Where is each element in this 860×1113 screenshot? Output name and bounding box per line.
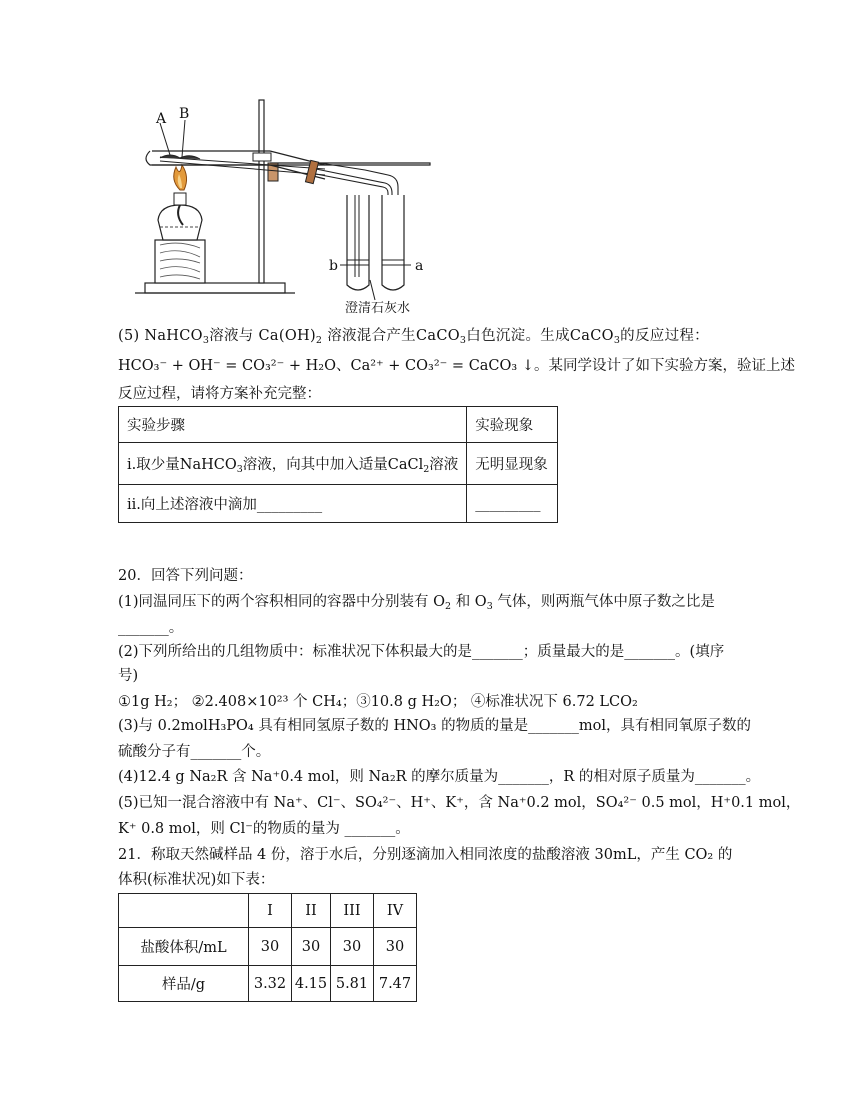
q20-p2: (2)下列所给出的几组物质中：标准状况下体积最大的是_______；质量最大的是_______。(填序 [118, 644, 725, 660]
table2-r1-c0: 盐酸体积/mL [119, 928, 249, 966]
q20-p1: (1)同温同压下的两个容积相同的容器中分别装有 $O_2$ 和 $O_3$ 气体，则两瓶气体中原子数之比是 [118, 594, 715, 612]
q20-p2-cont: 号) [118, 668, 139, 684]
figure-caption: 澄清石灰水 [345, 301, 411, 316]
q20-p5: (4)12.4 g Na₂R 含 Na⁺0.4 mol，则 Na₂R 的摩尔质量为_______，R 的相对原子质量为_______。 [118, 769, 761, 785]
q19-5-equation: HCO₃⁻ + OH⁻ = CO₃²⁻ + H₂O、Ca²⁺ + CO₃²⁻ = CaCO₃ ↓。某同学设计了如下实验方案，验证上述 [118, 358, 795, 374]
table2-r1-c1: 30 [249, 928, 292, 966]
q20-p4-cont: 硫酸分子有_______个。 [118, 744, 271, 760]
table2-h2: II [292, 894, 331, 928]
table1-row2-phen: _________ [467, 485, 558, 523]
table1-row1-phen: 无明显现象 [467, 443, 558, 485]
table1-header-phen: 实验现象 [467, 407, 558, 443]
label-b: b [329, 258, 338, 274]
apparatus-figure [130, 95, 450, 320]
q21-p1: 21．称取天然碱样品 4 份，溶于水后，分别逐滴加入相同浓度的盐酸溶液 30mL，产生 CO₂ 的 [118, 847, 733, 863]
table2-h1: I [249, 894, 292, 928]
q19-5-line1: (5) NaHCO$_3$溶液与 $Ca(OH)_2$ 溶液混合产生CaCO$_3$白色沉淀。生成CaCO$_3$的反应过程： [118, 328, 709, 346]
sample-table [118, 893, 417, 1002]
label-B: B [179, 106, 190, 122]
q20-p3: ①1g H₂； ②2.408×10²³ 个 CH₄；③10.8 g H₂O； ④标准状况下 6.72 LCO₂ [118, 694, 638, 710]
q20-title: 20．回答下列问题： [118, 568, 253, 584]
q19-5-line3: 反应过程，请将方案补充完整： [118, 386, 321, 402]
table2-h3: III [331, 894, 374, 928]
table2-r1-c4: 30 [374, 928, 417, 966]
table1-row1-step: i.取少量NaHCO$_3$溶液，向其中加入适量CaCl$_2$溶液 [119, 443, 467, 485]
table1-row2-step: ii.向上述溶液中滴加_________ [119, 485, 467, 523]
q20-p1-cont: _______。 [118, 620, 184, 636]
label-A: A [156, 111, 167, 127]
q20-p4: (3)与 0.2molH₃PO₄ 具有相同氢原子数的 HNO₃ 的物质的量是_______mol，具有相同氧原子数的 [118, 718, 751, 734]
q21-p2: 体积(标准状况)如下表： [118, 872, 275, 888]
q20-p6-cont: K⁺ 0.8 mol，则 Cl⁻的物质的量为 _______。 [118, 821, 410, 837]
experiment-table [118, 406, 558, 523]
table2-r1-c2: 30 [292, 928, 331, 966]
table2-r2-c1: 3.32 [249, 966, 292, 1002]
table2-h4: IV [374, 894, 417, 928]
table2-r2-c2: 4.15 [292, 966, 331, 1002]
label-a: a [415, 258, 424, 274]
table2-r2-c3: 5.81 [331, 966, 374, 1002]
table2-h0 [119, 894, 249, 928]
table2-r2-c4: 7.47 [374, 966, 417, 1002]
table2-r2-c0: 样品/g [119, 966, 249, 1002]
table1-header-step: 实验步骤 [119, 407, 467, 443]
q20-p6: (5)已知一混合溶液中有 Na⁺、Cl⁻、SO₄²⁻、H⁺、K⁺，含 Na⁺0.2 mol，SO₄²⁻ 0.5 mol，H⁺0.1 mol， [118, 795, 801, 811]
table2-r1-c3: 30 [331, 928, 374, 966]
